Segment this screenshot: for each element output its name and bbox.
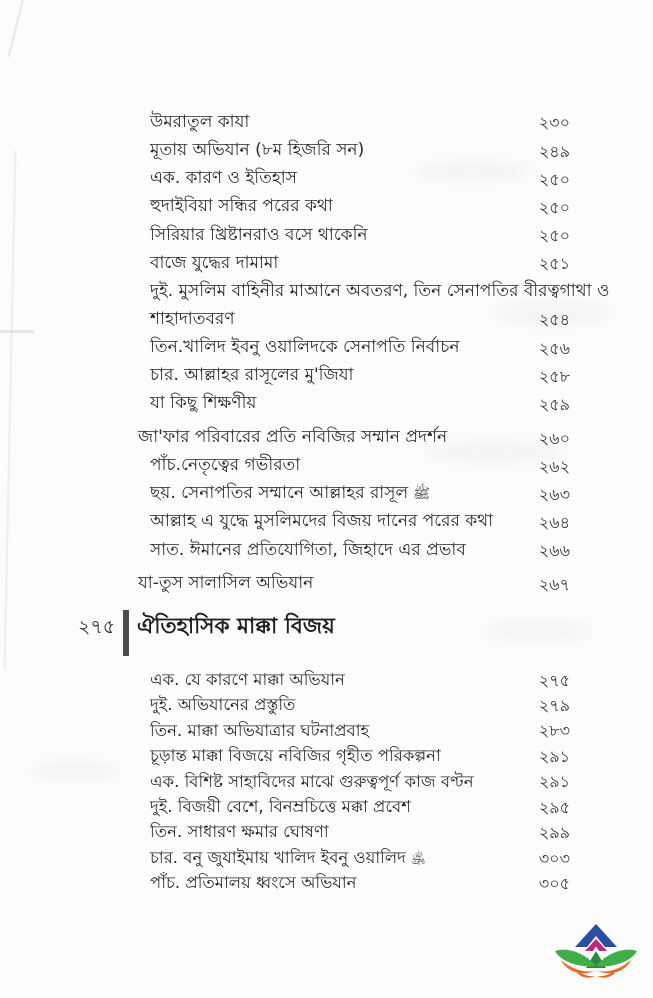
toc-entry-title: এক. বিশিষ্ট সাহাবিদের মাঝে গুরুত্বপূর্ণ কাজ বণ্টন — [150, 771, 474, 791]
toc-entry-label-wrap — [150, 668, 514, 692]
toc-entry-page-number: ২৯১ — [538, 746, 570, 766]
toc-entry-label-wrap — [150, 509, 514, 534]
toc-entry-page-number: ২৬৪ — [538, 512, 570, 532]
scan-corner-curl — [8, 0, 25, 57]
toc-entry-title: ছয়. সেনাপতির সম্মানে আল্লাহর রাসূল — [150, 483, 409, 504]
toc-entry-title: আল্লাহ এ যুদ্ধে মুসলিমদের বিজয় দানের পরের কথা — [150, 511, 494, 532]
toc-entry-title: হুদাইবিয়া সন্ধির পরের কথা — [150, 196, 333, 217]
toc-entry[interactable] — [150, 335, 570, 360]
toc-entry-label-wrap — [150, 693, 514, 717]
toc-entry[interactable] — [150, 871, 570, 895]
toc-entry-label-wrap — [150, 363, 514, 388]
toc-entry-page-number: ২৯৯ — [538, 823, 570, 843]
toc-entry-label-wrap — [150, 820, 514, 844]
toc-entry-label-wrap — [150, 846, 514, 870]
toc-entry[interactable] — [138, 571, 570, 596]
toc-entry-page-number: ২৪৯ — [538, 141, 570, 161]
toc-entry[interactable] — [150, 538, 570, 563]
toc-entry-title: তিন. সাধারণ ক্ষমার ঘোষণা — [150, 822, 329, 842]
toc-entry-label-wrap — [150, 138, 514, 163]
toc-entry-title: দুই. অভিযানের প্রস্তুতি — [150, 695, 296, 715]
toc-entry[interactable] — [150, 138, 570, 163]
table-of-contents — [0, 110, 610, 897]
toc-entry[interactable] — [150, 693, 570, 717]
toc-entry[interactable] — [150, 279, 610, 304]
toc-entry[interactable] — [150, 668, 570, 692]
sallallahu-alaihi-wasallam-icon: ﷺ — [413, 486, 431, 503]
toc-entry-title: এক. যে কারণে মাক্কা অভিযান — [150, 669, 345, 689]
toc-entry-label-wrap — [150, 453, 514, 478]
toc-entry-label-wrap — [150, 166, 514, 191]
toc-entry-title: তিন. মাক্কা অভিযাত্রার ঘটনাপ্রবাহ — [150, 720, 370, 740]
toc-entry-title: সাত. ঈমানের প্রতিযোগিতা, জিহাদে এর প্রভাব — [150, 539, 466, 560]
toc-entry-label-wrap — [138, 425, 514, 450]
toc-entry-label-wrap — [150, 538, 514, 563]
toc-entry-label-wrap — [150, 223, 514, 248]
toc-entry-label-wrap — [150, 279, 610, 304]
toc-entry-page-number: ২৬৭ — [538, 574, 570, 594]
toc-entry-title: এক. কারণ ও ইতিহাস — [150, 168, 297, 189]
toc-entry-title: মূতায় অভিযান (৮ম হিজরি সন) — [150, 140, 365, 161]
toc-entry-page-number: ২৭৯ — [538, 696, 570, 716]
toc-entry[interactable] — [150, 481, 570, 506]
toc-entry-page-number: ২৫১ — [538, 254, 570, 274]
toc-entry[interactable] — [150, 110, 570, 135]
toc-entry-label-wrap — [150, 194, 514, 219]
toc-entry-label-wrap — [150, 335, 514, 360]
toc-entry[interactable] — [138, 425, 570, 450]
toc-entry-page-number: ২৫০ — [538, 197, 570, 217]
publisher-logo-icon — [553, 920, 639, 990]
toc-entry-page-number: ২৫৯ — [538, 394, 570, 414]
toc-entry[interactable] — [150, 166, 570, 191]
toc-entry-page-number: ২৬৬ — [538, 541, 570, 561]
logo-right-leaf — [596, 950, 637, 967]
radiallahu-anhu-icon: ﵁ — [410, 850, 427, 867]
toc-entry-title: সিরিয়ার খ্রিষ্টানরাও বসে থাকেনি — [150, 224, 368, 245]
toc-section-makkah-conquest — [0, 668, 570, 895]
toc-entry-page-number: ২৩০ — [538, 113, 570, 133]
toc-entry-title: দুই. মুসলিম বাহিনীর মাআনে অবতরণ, তিন সেনাপতির বীরত্বগাথা ও — [150, 280, 610, 301]
toc-entry-title: তিন.খালিদ ইবনু ওয়ালিদকে সেনাপতি নির্বাচন — [150, 337, 460, 358]
toc-entry[interactable] — [150, 194, 570, 219]
toc-entry[interactable] — [150, 251, 570, 276]
toc-entry-label-wrap — [150, 744, 514, 768]
toc-entry-title: বাজে যুদ্ধের দামামা — [150, 252, 279, 273]
toc-entry-page-number: ২৮৩ — [538, 721, 570, 741]
toc-entry-title: জা'ফার পরিবারের প্রতি নবিজির সম্মান প্রদর্শন — [138, 427, 448, 448]
toc-entry[interactable] — [150, 744, 570, 768]
toc-entry-page-number: ৩০৫ — [538, 874, 570, 893]
chapter-title: ঐতিহাসিক মাক্কা বিজয় — [137, 613, 335, 639]
toc-entry-title: চূড়ান্ত মাক্কা বিজয়ে নবিজির গৃহীত পরিকল্পনা — [150, 746, 441, 766]
toc-entry[interactable] — [150, 307, 570, 332]
toc-entry[interactable] — [150, 770, 570, 794]
toc-entry-page-number: ২৬২ — [538, 456, 570, 476]
toc-entry[interactable] — [150, 453, 570, 478]
toc-entry-label-wrap — [150, 871, 514, 895]
toc-entry-page-number: ২৬৩ — [538, 484, 570, 504]
toc-entry-title: উমরাতুল কাযা — [150, 112, 250, 132]
toc-entry-title: চার. আল্লাহর রাসূলের মু'জিযা — [150, 365, 354, 386]
toc-entry[interactable] — [150, 391, 570, 416]
toc-entry-title: চার. বনু জুযাইমায় খালিদ ইবনু ওয়ালিদ — [150, 847, 406, 867]
toc-entry-label-wrap — [138, 571, 514, 596]
toc-entry-page-number: ২৫০ — [538, 226, 570, 246]
toc-entry-page-number: ২৫৬ — [538, 338, 570, 358]
toc-entry-label-wrap — [150, 391, 514, 416]
toc-entry-title: যা-তুস সালাসিল অভিযান — [138, 573, 314, 594]
toc-entry-title: শাহাদাতবরণ — [150, 308, 235, 329]
toc-entry[interactable] — [150, 719, 570, 743]
toc-entry-page-number: ২৯১ — [538, 772, 570, 792]
toc-entry-title: পাঁচ.নেতৃত্বের গভীরতা — [150, 455, 301, 476]
chapter-header-bar — [123, 610, 129, 656]
toc-entry-page-number: ২৫০ — [538, 169, 570, 189]
toc-entry-page-number: ৩০৩ — [538, 848, 570, 868]
toc-entry-title: পাঁচ. প্রতিমালয় ধ্বংসে অভিযান — [150, 873, 357, 893]
toc-entry[interactable] — [150, 223, 570, 248]
toc-section-mutah — [0, 110, 610, 596]
toc-entry-label-wrap — [150, 795, 514, 819]
toc-entry-label-wrap — [150, 481, 514, 506]
toc-entry-page-number: ২৭৫ — [538, 670, 570, 690]
toc-entry-page-number: ২৫৪ — [538, 310, 570, 330]
toc-entry[interactable] — [150, 795, 570, 819]
toc-entry-page-number: ২৬০ — [538, 428, 570, 448]
logo-left-leaf — [555, 950, 596, 967]
toc-entry[interactable] — [150, 846, 570, 870]
chapter-page-number: ২৭৫ — [78, 615, 116, 638]
toc-entry-label-wrap — [150, 770, 514, 794]
toc-entry-title: যা কিছু শিক্ষণীয় — [150, 393, 257, 414]
toc-entry[interactable] — [150, 820, 570, 844]
chapter-header — [78, 612, 570, 656]
toc-entry-label-wrap — [150, 307, 514, 332]
toc-entry-page-number: ২৯৫ — [538, 797, 570, 817]
toc-entry[interactable] — [150, 509, 570, 534]
toc-entry-label-wrap — [150, 251, 514, 276]
toc-entry-title: দুই. বিজয়ী বেশে, বিনম্রচিত্তে মক্কা প্রবেশ — [150, 797, 411, 816]
toc-entry-page-number: ২৫৮ — [538, 366, 570, 386]
toc-entry[interactable] — [150, 363, 570, 388]
toc-entry-label-wrap — [150, 110, 514, 135]
toc-entry-label-wrap — [150, 719, 514, 743]
